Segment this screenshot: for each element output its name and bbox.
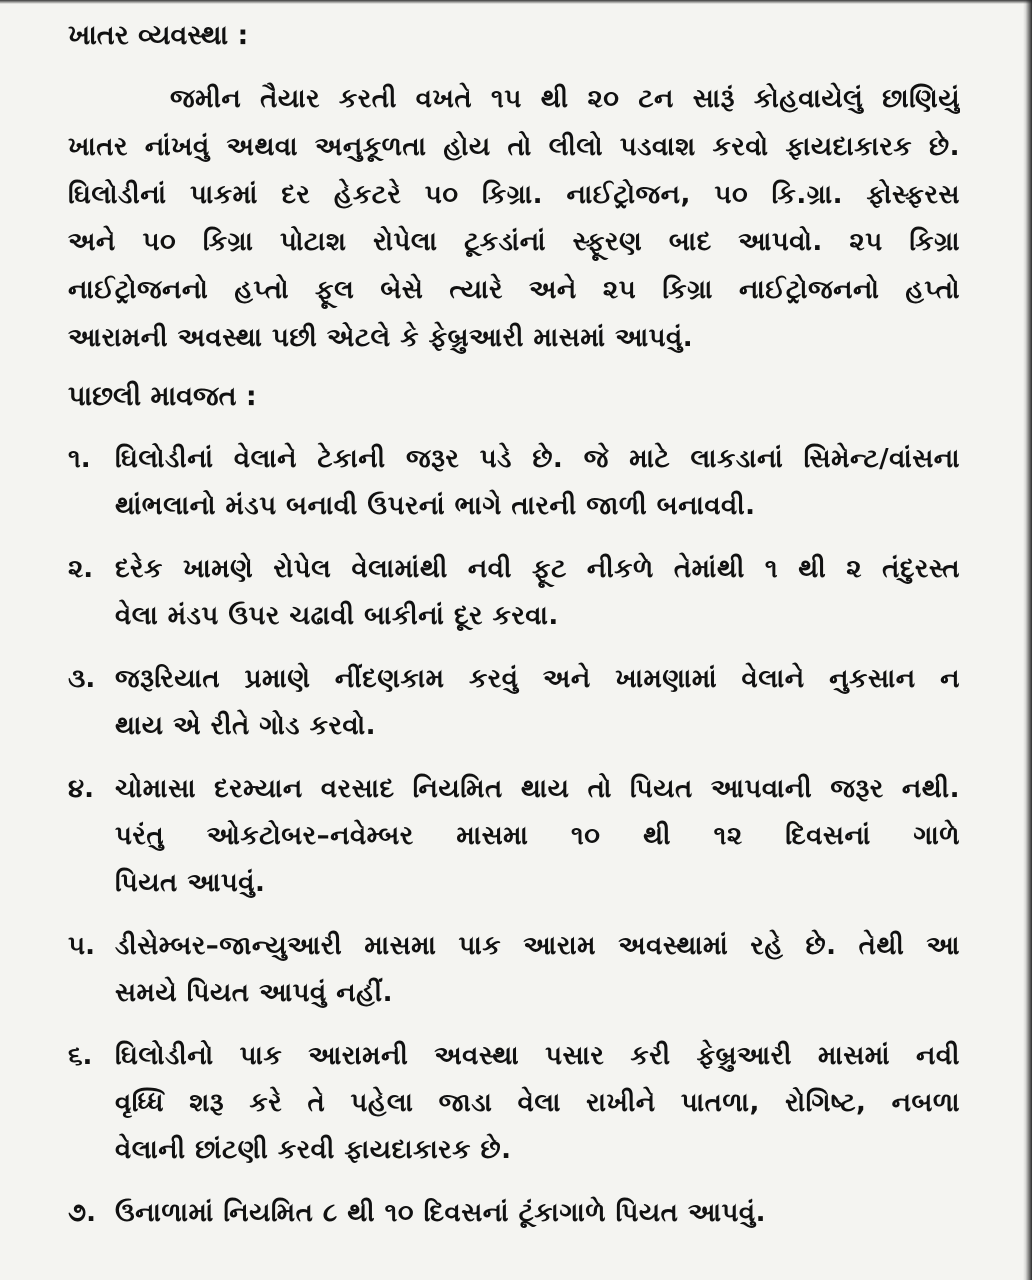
scan-edge-right [1023,0,1032,1280]
item-body [115,656,960,750]
list-item [68,1033,960,1174]
item-line: ઘિલોડીનાં વેલાને ટેકાની જરૂર પડે છે. જે માટે લાકડાનાં સિમેન્ટ/વાંસના [115,443,960,474]
item-body [115,1033,960,1174]
item-number: ૩. [68,663,96,694]
item-line: ચોમાસા દરમ્યાન વરસાદ નિયમિત થાય તો પિયત આપવાની જરૂર નથી. [115,773,960,804]
list-item [68,766,960,907]
item-line: વેલાની છાંટણી કરવી ફાયદાકારક છે. [115,1134,512,1165]
list-item [68,656,960,750]
item-body [115,923,960,1017]
item-line: દરેક ખામણે રોપેલ વેલામાંથી નવી ફૂટ નીકળે તેમાંથી ૧ થી ૨ તંદુરસ્ત [115,553,960,584]
scan-edge-top [0,0,1032,4]
fertilizer-paragraph [68,76,960,363]
list-item [68,923,960,1017]
item-body [115,436,960,530]
paragraph-line: જમીન તૈયાર કરતી વખતે ૧૫ થી ૨૦ ટન સારૂં કોહવાયેલું છાણિયું [170,84,960,114]
item-line: થાય એ રીતે ગોડ કરવો. [115,710,376,741]
item-number: ૪. [68,773,94,804]
item-number: ૨. [68,553,94,584]
item-line: પરંતુ ઓકટોબર–નવેમ્બર માસમા ૧૦ થી ૧૨ દિવસનાં ગાળે [115,820,960,851]
paragraph-line: અને ૫૦ કિગ્રા પોટાશ રોપેલા ટૂકડાંનાં સ્ફૂરણ બાદ આપવો. ૨૫ કિગ્રા [68,227,960,258]
item-line: ઉનાળામાં નિયમિત ૮ થી ૧૦ દિવસનાં ટૂંકાગાળે પિયત આપવું. [115,1197,766,1228]
item-line: ઘિલોડીનો પાક આરામની અવસ્થા પસાર કરી ફેબ્રુઆરી માસમાં નવી [115,1040,960,1071]
item-line: સમયે પિયત આપવું નહીં. [115,977,393,1008]
item-body [115,546,960,640]
item-number: ૫. [68,930,95,961]
item-number: ૭. [68,1197,96,1228]
item-line: જરૂરિયાત પ્રમાણે નીંદણકામ કરવું અને ખામણામાં વેલાને નુકસાન ન [115,663,960,694]
list-item [68,1190,960,1237]
list-item [68,436,960,530]
item-number: ૧. [68,443,91,474]
item-body [115,1190,960,1237]
item-line: વેલા મંડપ ઉપર ચઢાવી બાકીનાં દૂર કરવા. [115,600,559,631]
item-number: ૬. [68,1040,93,1071]
item-line: થાંભલાનો મંડપ બનાવી ઉપરનાં ભાગે તારની જાળી બનાવવી. [115,490,756,521]
list-item [68,546,960,640]
aftercare-heading: પાછલી માવજત : [68,380,257,412]
item-body [115,766,960,907]
fertilizer-heading: ખાતર વ્યવસ્થા : [68,20,249,51]
paragraph-line: આરામની અવસ્થા પછી એટલે કે ફેબ્રુઆરી માસમાં આપવું. [68,322,694,353]
aftercare-list [68,436,960,1237]
paragraph-line: ઘિલોડીનાં પાકમાં દર હેકટરે ૫૦ કિગ્રા. નાઈટ્રોજન, ૫૦ કિ.ગ્રા. ફોસ્ફરસ [68,179,960,210]
paragraph-line: ખાતર નાંખવું અથવા અનુકૂળતા હોય તો લીલો પડવાશ કરવો ફાયદાકારક છે. [68,131,960,162]
item-line: પિયત આપવું. [115,867,266,898]
item-line: વૃધ્ધિ શરૂ કરે તે પહેલા જાડા વેલા રાખીને પાતળા, રોગિષ્ટ, નબળા [115,1087,960,1118]
document-page [68,14,960,1253]
item-line: ડીસેમ્બર–જાન્યુઆરી માસમા પાક આરામ અવસ્થામાં રહે છે. તેથી આ [115,930,960,961]
paragraph-line: નાઈટ્રોજનનો હપ્તો ફૂલ બેસે ત્યારે અને ૨૫ કિગ્રા નાઈટ્રોજનનો હપ્તો [68,275,960,306]
